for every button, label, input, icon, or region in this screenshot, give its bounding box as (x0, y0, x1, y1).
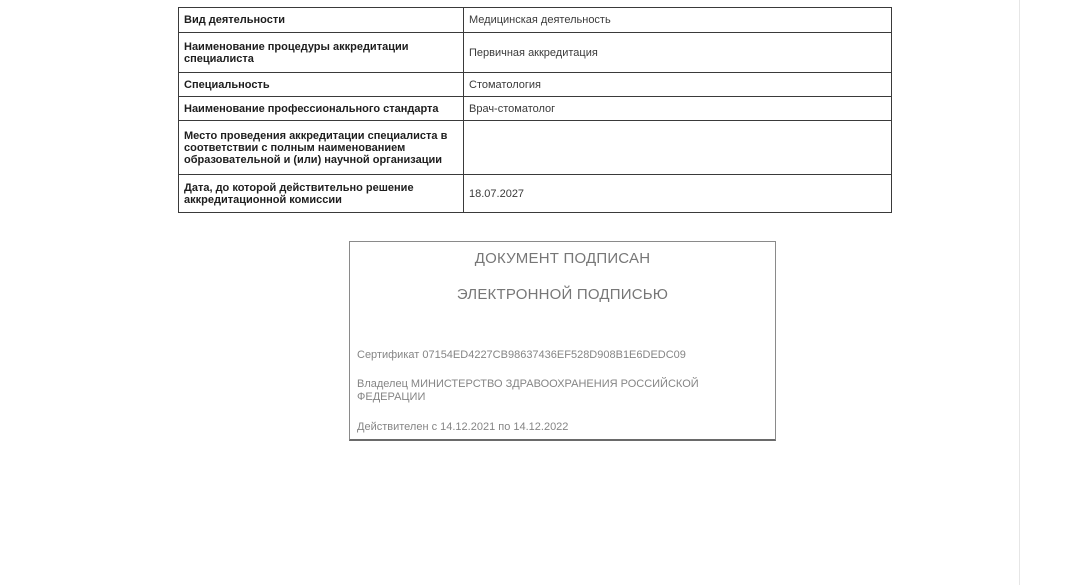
table-row (179, 97, 892, 121)
row-label: Вид деятельности (179, 8, 464, 33)
row-value (464, 121, 892, 175)
row-value: Первичная аккредитация (464, 33, 892, 73)
table-row (179, 175, 892, 213)
row-value: Стоматология (464, 73, 892, 97)
certificate-validity: Действителен с 14.12.2021 по 14.12.2022 (357, 421, 569, 433)
row-label: Наименование процедуры аккредитации специалиста (179, 33, 464, 73)
row-value: 18.07.2027 (464, 175, 892, 213)
stamp-title-line2: ЭЛЕКТРОННОЙ ПОДПИСЬЮ (456, 286, 669, 303)
row-value: Медицинская деятельность (464, 8, 892, 33)
row-label: Специальность (179, 73, 464, 97)
table-row (179, 73, 892, 97)
row-value: Врач-стоматолог (464, 97, 892, 121)
certificate-owner: Владелец МИНИСТЕРСТВО ЗДРАВООХРАНЕНИЯ РОССИЙСКОЙ ФЕДЕРАЦИИ (357, 378, 699, 403)
certificate-number: Сертификат 07154ED4227CB98637436EF528D908B1E6DEDC09 (357, 349, 686, 361)
electronic-signature-stamp (349, 241, 776, 441)
table-row (179, 33, 892, 73)
row-label: Дата, до которой действительно решение аккредитационной комиссии (179, 175, 464, 213)
row-label: Место проведения аккредитации специалиста в соответствии с полным наименованием образовательной и (или) научной организации (179, 121, 464, 175)
table-row (179, 121, 892, 175)
page-edge (1019, 0, 1020, 585)
accreditation-info-table (178, 7, 892, 213)
stamp-title-line1: ДОКУМЕНТ ПОДПИСАН (474, 250, 651, 267)
row-label: Наименование профессионального стандарта (179, 97, 464, 121)
table-row (179, 8, 892, 33)
